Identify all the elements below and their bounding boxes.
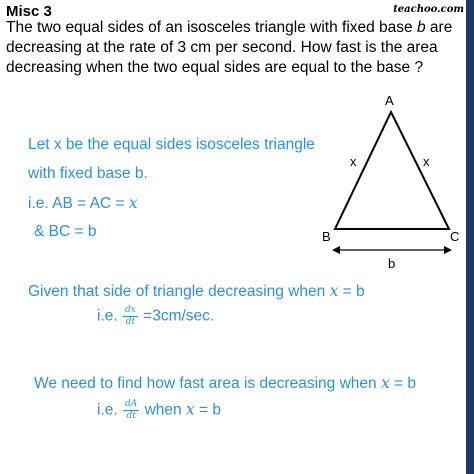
- fraction-numerator: dx: [125, 305, 136, 315]
- when-text: when: [144, 401, 186, 419]
- need-eq: = b: [389, 375, 416, 392]
- ie-label: i.e.: [97, 401, 118, 419]
- math-x: x: [128, 194, 138, 212]
- vertex-b-label: B: [322, 229, 331, 244]
- given-line: [28, 282, 365, 301]
- let-line-2: with fixed base b.: [28, 165, 148, 182]
- question-text: The two equal sides of an isosceles triangle with fixed base: [6, 19, 417, 36]
- question-line-2: decreasing at the rate of 3 cm per second. How fast is the area: [6, 39, 438, 56]
- math-x: x: [185, 400, 195, 419]
- find-line: [97, 400, 221, 421]
- find-eq: = b: [194, 401, 221, 419]
- equal-sides-text: i.e. AB = AC =: [28, 195, 129, 212]
- given-text: Given that side of triangle decreasing when: [28, 283, 330, 300]
- given-eq: = b: [338, 283, 365, 300]
- brand-logo: teachoo.com: [393, 4, 464, 15]
- left-arrowhead-icon: [332, 246, 340, 254]
- fraction-denominator: dt: [126, 411, 136, 421]
- fraction-denominator: dt: [125, 317, 136, 327]
- dx-dt-fraction: [123, 306, 138, 327]
- rate-value: =3cm/sec.: [143, 307, 215, 325]
- equal-sides-line: [28, 194, 138, 213]
- fraction-numerator: dA: [125, 399, 138, 409]
- math-x: x: [380, 374, 390, 392]
- page-title: Misc 3: [6, 3, 52, 20]
- question-variable: b: [416, 19, 426, 36]
- ie-label: i.e.: [97, 307, 118, 325]
- base-label: b: [388, 256, 396, 271]
- triangle-diagram: [310, 90, 470, 275]
- question-text: are: [425, 19, 453, 36]
- need-text: We need to find how fast area is decreasing when: [34, 375, 381, 392]
- base-line: & BC = b: [34, 223, 97, 240]
- question-line-3: decreasing when the two equal sides are equal to the base ?: [6, 59, 424, 76]
- question-line-1: [6, 19, 452, 37]
- isosceles-triangle: [335, 112, 449, 229]
- vertex-c-label: C: [450, 229, 460, 244]
- need-line: [34, 374, 416, 393]
- let-line-1: Let x be the equal sides isosceles triangle: [28, 136, 315, 153]
- side-ac-label: x: [423, 154, 430, 169]
- math-x: x: [329, 282, 339, 300]
- da-dt-fraction: [123, 400, 139, 421]
- rate-line: [97, 306, 214, 327]
- right-arrowhead-icon: [444, 246, 452, 254]
- vertex-a-label: A: [385, 93, 394, 108]
- side-ab-label: x: [350, 154, 357, 169]
